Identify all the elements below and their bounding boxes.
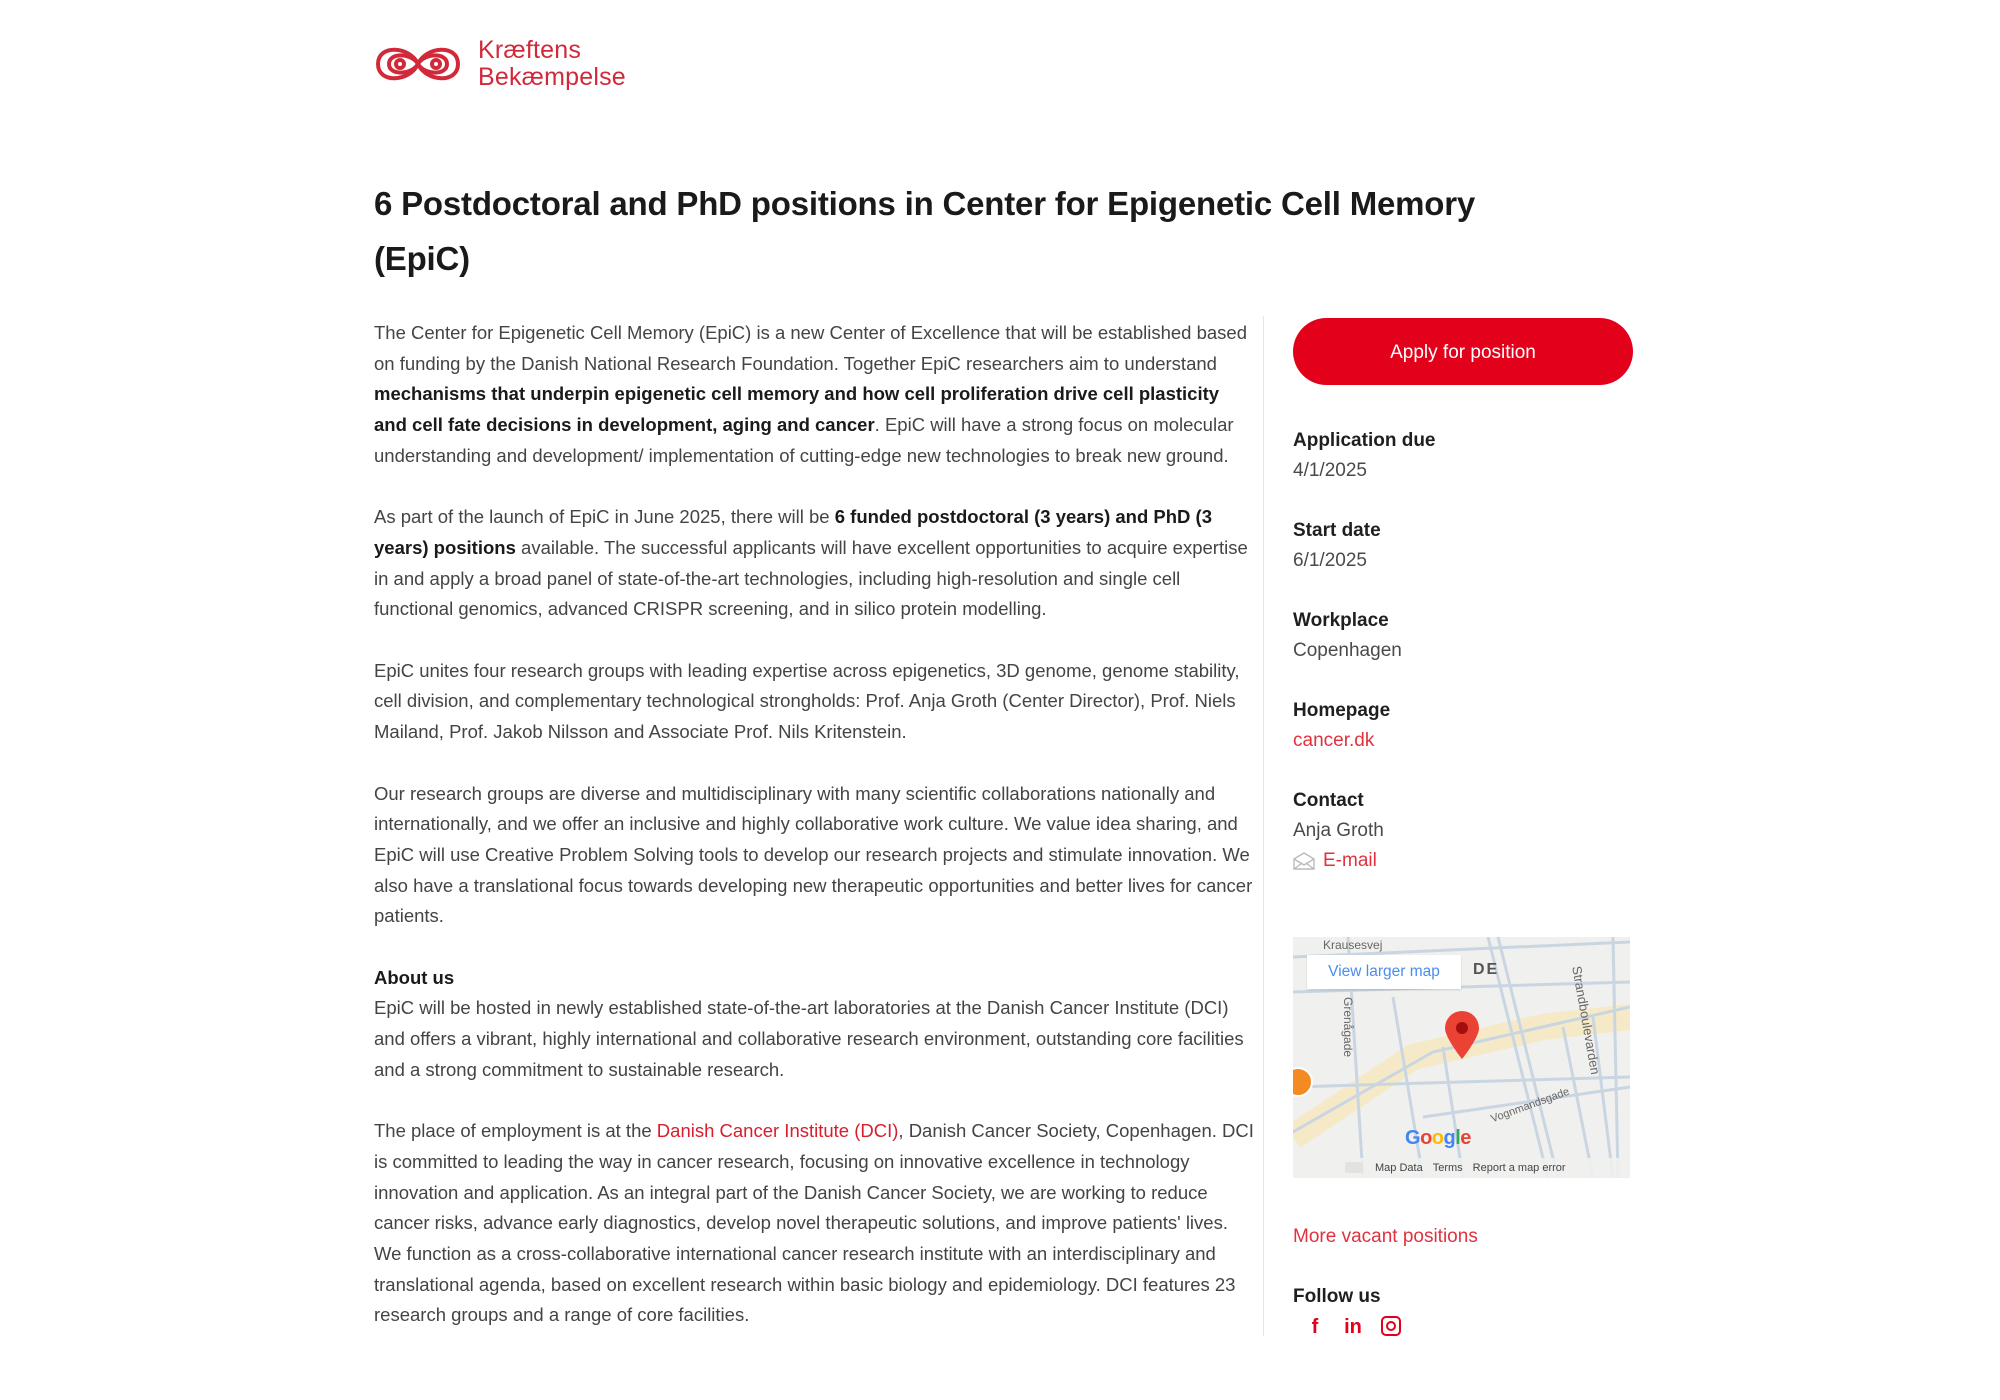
more-vacant-positions-link[interactable]: More vacant positions <box>1293 1226 1478 1247</box>
positions-paragraph <box>374 502 1254 625</box>
start-date-label: Start date <box>1293 520 1381 541</box>
map-data-link[interactable]: Map Data <box>1375 1162 1423 1174</box>
text: , Danish Cancer Society, Copenhagen. DCI is committed to leading the way in cancer research, focusing on innovative excellence in technology innovation and application. As an integral part of the Danish Cancer Society, we are working to reduce cancer risks, advance early diagnostics, develop novel therapeutic solutions, and improve patients' lives. We function as a cross-collaborative international cancer research institute with an interdisciplinary and translational agenda, based on excellent research within basic biology and epidemiology. DCI features 23 research groups and a range of core facilities. <box>374 1120 1254 1326</box>
job-info <box>1293 426 1633 876</box>
brand-logo[interactable] <box>372 36 626 92</box>
envelope-icon <box>1293 852 1315 870</box>
street-label: Krausesvej <box>1323 938 1383 952</box>
start-date-value: 6/1/2025 <box>1293 550 1367 571</box>
logo-letter: g <box>1443 1127 1456 1149</box>
workplace <box>1293 606 1633 666</box>
job-sidebar <box>1293 318 1633 906</box>
terms-link[interactable]: Terms <box>1432 1162 1463 1174</box>
employment-paragraph <box>374 1116 1254 1331</box>
workplace-value: Copenhagen <box>1293 640 1402 661</box>
street-label: Strandboulevarden <box>1569 964 1604 1076</box>
text: EpiC will be hosted in newly established state-of-the-art laboratories at the Danish Cancer Institute (DCI) and offers a vibrant, highly international and collaborative research environment, outstanding core facilities and a strong commitment to sustainable research. <box>374 997 1244 1080</box>
bold-text: mechanisms that underpin epigenetic cell memory and how cell proliferation drive cell plasticity and cell fate decisions in development, aging and cancer <box>374 383 1220 436</box>
homepage <box>1293 696 1633 756</box>
brand-name-line1: Kræftens <box>478 36 582 64</box>
logo-letter: o <box>1420 1127 1432 1149</box>
map-pin-icon[interactable] <box>1443 1010 1481 1060</box>
logo-emblem-icon <box>372 36 464 92</box>
logo-letter: e <box>1460 1127 1471 1149</box>
linkedin-icon[interactable]: in <box>1344 1315 1362 1338</box>
text: The Center for Epigenetic Cell Memory (EpiC) is a new Center of Excellence that will be established based on funding by the Danish National Research Foundation. Together EpiC researchers aim to understand <box>374 322 1247 374</box>
report-map-error-link[interactable]: Report a map error <box>1472 1162 1566 1174</box>
contact-name: Anja Groth <box>1293 820 1384 841</box>
start-date <box>1293 516 1633 576</box>
homepage-label: Homepage <box>1293 700 1391 721</box>
contact <box>1293 786 1633 876</box>
social-links <box>1293 1316 1401 1338</box>
view-larger-map-button[interactable]: View larger map <box>1307 955 1461 989</box>
bold-text: 6 funded postdoctoral (3 years) and PhD (3 years) positions <box>374 506 1212 558</box>
logo-letter: G <box>1405 1127 1421 1149</box>
instagram-icon[interactable] <box>1381 1316 1401 1336</box>
facebook-icon[interactable]: f <box>1311 1315 1319 1338</box>
follow-us-label: Follow us <box>1293 1286 1381 1307</box>
about-heading: About us <box>374 966 455 988</box>
follow-us <box>1293 1282 1401 1338</box>
brand-name-line2: Bekæmpelse <box>478 63 626 91</box>
location-map[interactable] <box>1293 937 1630 1178</box>
email-link[interactable]: E-mail <box>1323 850 1377 871</box>
job-description <box>374 318 1254 1362</box>
intro-paragraph <box>374 318 1254 472</box>
email-row <box>1293 846 1633 876</box>
text: available. The successful applicants will have excellent opportunities to acquire expertise in and apply a broad panel of state-of-the-art technologies, including high-resolution and single cell functional genomics, advanced CRISPR screening, and in silico protein modelling. <box>374 536 1248 620</box>
application-due-value: 4/1/2025 <box>1293 460 1367 481</box>
street-label: Vognmandsgade <box>1489 1085 1572 1126</box>
groups-paragraph: EpiC unites four research groups with leading expertise across epigenetics, 3D genome, genome stability, cell division, and complementary technological strongholds: Prof. Anja Groth (Center Director), Prof. Niels Mailand, Prof. Jakob Nilsson and Associate Prof. Nils Kritenstein. <box>374 659 1240 743</box>
culture-paragraph: Our research groups are diverse and multidisciplinary with many scientific collaborations nationally and internationally, and we offer an inclusive and highly collaborative work culture. We value idea sharing, and EpiC will use Creative Problem Solving tools to develop our research projects and stimulate innovation. We also have a translational focus towards developing new therapeutic opportunities and better lives for cancer patients. <box>374 782 1253 927</box>
page-title: 6 Postdoctoral and PhD positions in Center for Epigenetic Cell Memory (EpiC) <box>374 185 1476 277</box>
text: . EpiC will have a strong focus on molecular understanding and development/ implementation of cutting-edge new technologies to break new ground. <box>374 414 1234 466</box>
homepage-link[interactable]: cancer.dk <box>1293 730 1375 751</box>
about-paragraph <box>374 963 1254 1086</box>
text: As part of the launch of EpiC in June 2025, there will be <box>374 506 835 528</box>
application-due <box>1293 426 1633 486</box>
google-logo <box>1405 1127 1471 1149</box>
district-label: DE <box>1473 961 1500 978</box>
application-due-label: Application due <box>1293 430 1436 451</box>
workplace-label: Workplace <box>1293 610 1389 631</box>
column-divider <box>1263 316 1264 1336</box>
logo-letter: l <box>1455 1127 1461 1149</box>
logo-letter: o <box>1431 1127 1444 1149</box>
street-label: Grenågade <box>1341 997 1355 1058</box>
brand-name <box>478 37 626 91</box>
apply-button[interactable]: Apply for position <box>1293 318 1633 385</box>
contact-label: Contact <box>1293 790 1364 811</box>
text: The place of employment is at the <box>374 1120 657 1142</box>
map-footer <box>1293 1158 1630 1178</box>
dci-link[interactable]: Danish Cancer Institute (DCI) <box>656 1120 899 1142</box>
